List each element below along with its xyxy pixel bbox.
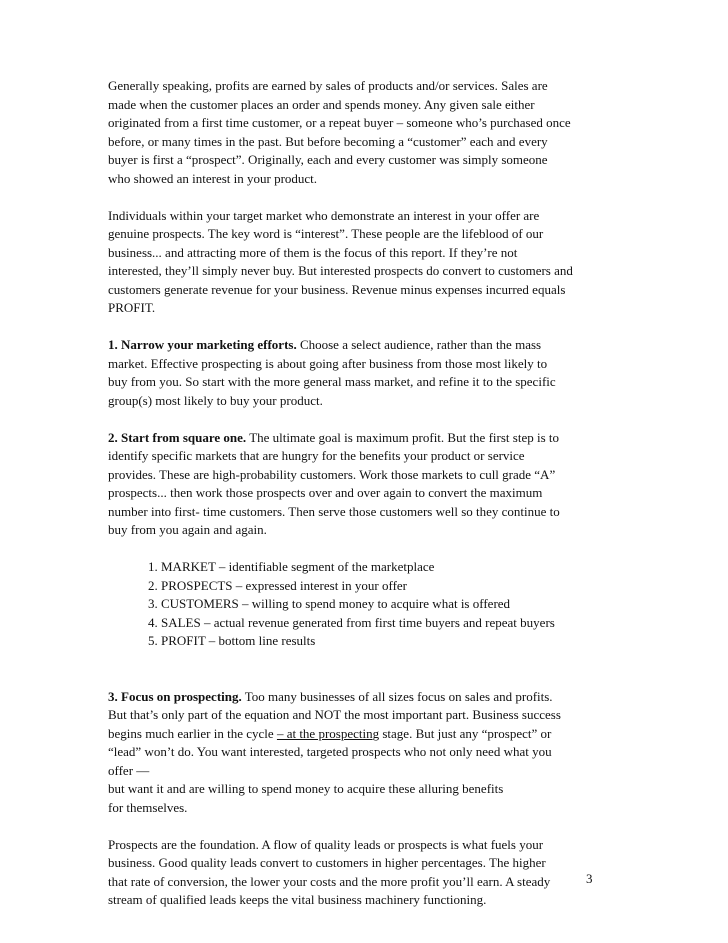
- section-focus-prospecting: [108, 688, 628, 818]
- section-heading: 1. Narrow your marketing efforts.: [108, 337, 297, 352]
- text-line: customers generate revenue for your business. Revenue minus expenses incurred equals: [108, 281, 566, 297]
- text-fragment: Too many businesses of all sizes focus on sales and profits.: [241, 688, 553, 704]
- list-item: 4. SALES – actual revenue generated from first time buyers and repeat buyers: [148, 614, 555, 630]
- text-line: provides. These are high-probability customers. Work those markets to cull grade “A”: [108, 466, 556, 482]
- paragraph-foundation: [108, 836, 628, 910]
- numbered-list: [148, 558, 628, 651]
- text-fragment: begins much earlier in the cycle: [108, 725, 277, 741]
- list-item: 5. PROFIT – bottom line results: [148, 633, 316, 648]
- text-line: that rate of conversion, the lower your costs and the more profit you’ll earn. A steady: [108, 873, 551, 889]
- text-line: buy from you. So start with the more general mass market, and refine it to the specific: [108, 374, 556, 389]
- text-line: prospects... then work those prospects over and over again to convert the maximum: [108, 485, 543, 500]
- page-number: 3: [586, 871, 593, 886]
- text-line: but want it and are willing to spend money to acquire these alluring benefits: [108, 781, 504, 796]
- section-square-one: [108, 429, 628, 540]
- list-item: 2. PROSPECTS – expressed interest in your offer: [148, 577, 408, 593]
- text-line: genuine prospects. The key word is “interest”. These people are the lifeblood of our: [108, 226, 544, 241]
- text-line: [108, 688, 628, 707]
- text-line: group(s) most likely to buy your product.: [108, 392, 323, 408]
- text-line: [108, 725, 628, 744]
- text-line: buyer is first a “prospect”. Originally, each and every customer was simply someone: [108, 152, 548, 167]
- text-line: Individuals within your target market who demonstrate an interest in your offer are: [108, 207, 540, 223]
- document-page: [108, 77, 628, 910]
- list-item: 1. MARKET – identifiable segment of the marketplace: [148, 559, 435, 574]
- section-heading: 3. Focus on prospecting.: [108, 688, 242, 704]
- text-line: offer —: [108, 762, 150, 778]
- text-line: for themselves.: [108, 799, 188, 815]
- text-line: business. Good quality leads convert to customers in higher percentages. The higher: [108, 855, 546, 870]
- text-line: business... and attracting more of them is the focus of this report. If they’re not: [108, 244, 518, 260]
- text-line: But that’s only part of the equation and NOT the most important part. Business success: [108, 707, 561, 722]
- text-line: originated from a first time customer, or a repeat buyer – someone who’s purchased once: [108, 115, 571, 130]
- section-narrow-marketing: [108, 336, 628, 410]
- text-line: identify specific markets that are hungry for the benefits your product or service: [108, 448, 525, 463]
- underlined-text: – at the prospectin: [276, 725, 373, 741]
- text-line: who showed an interest in your product.: [108, 170, 318, 186]
- text-line: “lead” won’t do. You want interested, targeted prospects who not only need what you: [108, 744, 552, 759]
- paragraph-intro: [108, 77, 628, 188]
- text-fragment: g stage. But just any “prospect” or: [372, 725, 552, 741]
- text-line: PROFIT.: [108, 300, 156, 315]
- text-line: [108, 429, 628, 448]
- text-line: market. Effective prospecting is about going after business from those most likely to: [108, 355, 548, 371]
- text-fragment: The ultimate goal is maximum profit. But the first step is to: [246, 429, 559, 445]
- text-line: buy from you again and again.: [108, 522, 267, 537]
- text-line: made when the customer places an order and spends money. Any given sale either: [108, 96, 535, 112]
- text-line: Prospects are the foundation. A flow of quality leads or prospects is what fuels your: [108, 836, 544, 852]
- text-line: number into first- time customers. Then serve those customers well so they continue to: [108, 503, 560, 519]
- text-line: before, or many times in the past. But before becoming a “customer” each and every: [108, 133, 548, 149]
- list-item: 3. CUSTOMERS – willing to spend money to acquire what is offered: [148, 596, 511, 611]
- paragraph-prospects: [108, 207, 628, 318]
- text-line: Generally speaking, profits are earned by sales of products and/or services. Sales are: [108, 78, 548, 93]
- text-line: interested, they’ll simply never buy. But interested prospects do convert to customers and: [108, 263, 573, 278]
- text-line: stream of qualified leads keeps the vital business machinery functioning.: [108, 892, 487, 907]
- section-heading: 2. Start from square one.: [108, 429, 247, 445]
- text-fragment: Choose a select audience, rather than the mass: [296, 337, 542, 352]
- text-line: [108, 336, 628, 355]
